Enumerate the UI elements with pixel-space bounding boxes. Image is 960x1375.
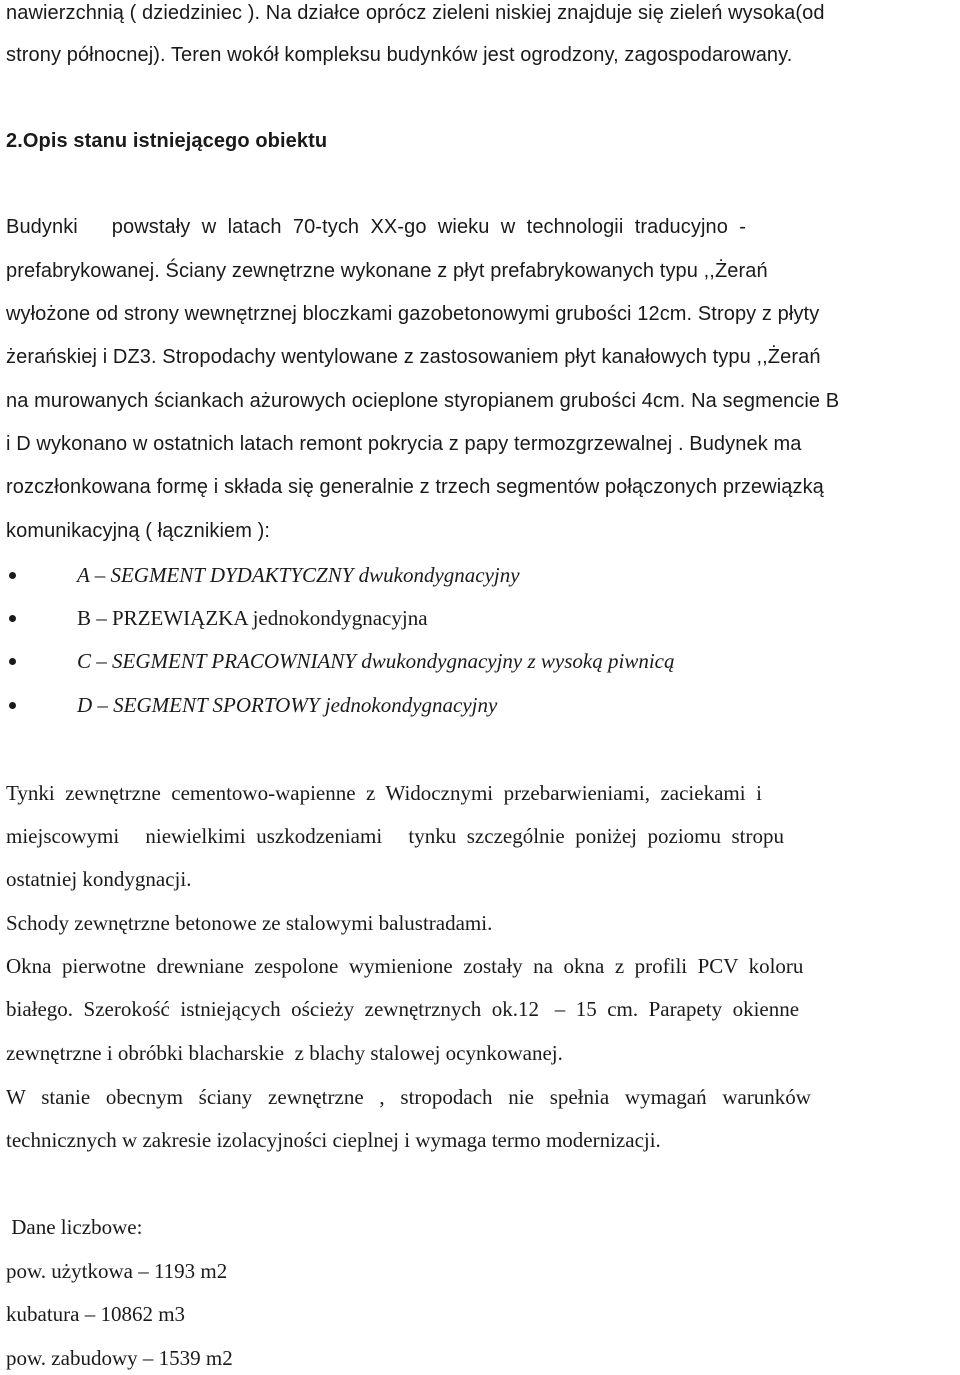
bullet-icon — [9, 658, 16, 665]
section-heading: 2.Opis stanu istniejącego obiektu — [6, 130, 328, 152]
data-item: kubatura – 10862 m3 — [6, 1302, 186, 1326]
bullet-icon — [9, 572, 16, 579]
segment-label: A – SEGMENT DYDAKTYCZNY dwukondygnacyjny — [77, 563, 520, 587]
paragraph-line: technicznych w zakresie izolacyjności cieplnej i wymaga termo modernizacji. — [6, 1128, 661, 1152]
paragraph-line: Schody zewnętrzne betonowe ze stalowymi balustradami. — [6, 911, 493, 935]
paragraph-line: W stanie obecnym ściany zewnętrzne , stropodach nie spełnia wymagań warunków — [6, 1085, 811, 1109]
paragraph-line: zewnętrzne i obróbki blacharskie z blachy stalowej ocynkowanej. — [6, 1041, 563, 1065]
paragraph-line: Tynki zewnętrzne cementowo-wapienne z Widocznymi przebarwieniami, zaciekami i — [6, 781, 762, 805]
data-heading: Dane liczbowe: — [6, 1215, 143, 1239]
paragraph-line: i D wykonano w ostatnich latach remont pokrycia z papy termozgrzewalnej . Budynek ma — [6, 433, 802, 455]
intro-line: strony północnej). Teren wokół kompleksu budynków jest ogrodzony, zagospodarowany. — [6, 44, 793, 66]
paragraph-line: Okna pierwotne drewniane zespolone wymienione zostały na okna z profili PCV koloru — [6, 954, 804, 978]
paragraph-line: Budynki powstały w latach 70-tych XX-go wieku w technologii traducyjno - — [6, 216, 747, 238]
paragraph-line: żerańskiej i DZ3. Stropodachy wentylowane z zastosowaniem płyt kanałowych typu ,,Żerań — [6, 346, 821, 368]
data-item: pow. użytkowa – 1193 m2 — [6, 1259, 228, 1283]
paragraph-line: białego. Szerokość istniejących ościeży zewnętrznych ok.12 – 15 cm. Parapety okienne — [6, 997, 800, 1021]
intro-line: nawierzchnią ( dziedziniec ). Na działce oprócz zieleni niskiej znajduje się zieleń wysoka(od — [6, 2, 825, 24]
paragraph-line: ostatniej kondygnacji. — [6, 867, 192, 891]
paragraph-line: rozczłonkowana formę i składa się generalnie z trzech segmentów połączonych przewiązką — [6, 476, 824, 498]
data-item: pow. zabudowy – 1539 m2 — [6, 1346, 233, 1370]
paragraph-line: prefabrykowanej. Ściany zewnętrzne wykonane z płyt prefabrykowanych typu ,,Żerań — [6, 260, 768, 282]
segment-label: C – SEGMENT PRACOWNIANY dwukondygnacyjny z wysoką piwnicą — [77, 649, 675, 673]
paragraph-line: komunikacyjną ( łącznikiem ): — [6, 520, 271, 542]
paragraph-line: na murowanych ściankach ażurowych ocieplone styropianem grubości 4cm. Na segmencie B — [6, 390, 840, 412]
bullet-icon — [9, 615, 16, 622]
paragraph-line: wyłożone od strony wewnętrznej bloczkami gazobetonowymi grubości 12cm. Stropy z płyty — [6, 303, 820, 325]
segment-label: B – PRZEWIĄZKA jednokondygnacyjna — [77, 606, 428, 630]
bullet-icon — [9, 702, 16, 709]
paragraph-line: miejscowymi niewielkimi uszkodzeniami tynku szczególnie poniżej poziomu stropu — [6, 824, 785, 848]
segment-label: D – SEGMENT SPORTOWY jednokondygnacyjny — [77, 693, 498, 717]
